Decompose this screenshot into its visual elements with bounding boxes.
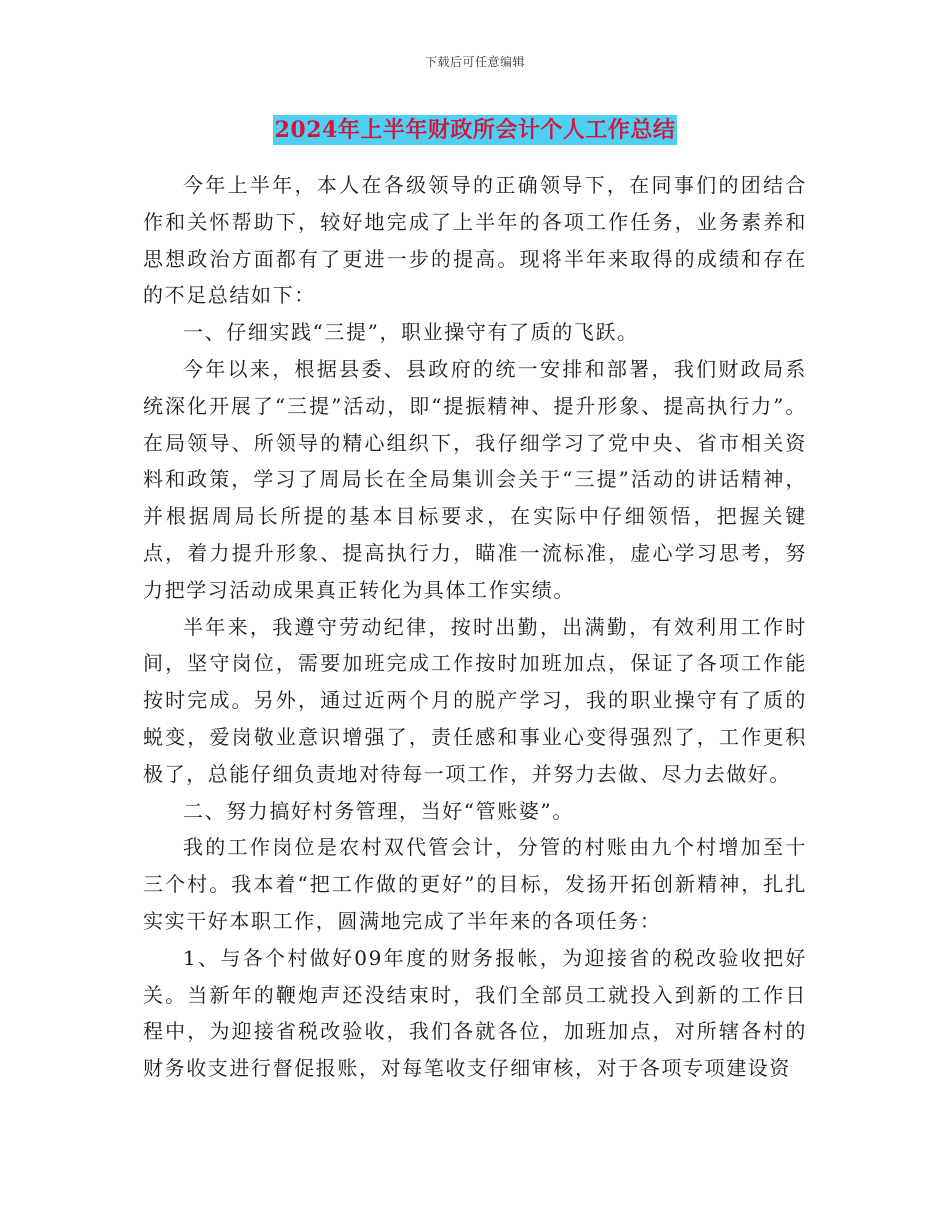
paragraph-section-2-a: 我的工作岗位是农村双代管会计，分管的村账由九个村增加至十三个村。我本着“把工作做的更好”的目标，发扬开拓创新精神，扎扎实实干好本职工作，圆满地完成了半年来的各项任务： <box>143 835 807 933</box>
document-title: 2024年上半年财政所会计个人工作总结 <box>274 117 676 143</box>
section-heading-2: 二、努力搞好村务管理，当好“管账婆”。 <box>183 798 574 823</box>
paragraph-intro: 今年上半年，本人在各级领导的正确领导下，在同事们的团结合作和关怀帮助下，较好地完成了上半年的各项工作任务，业务素养和思想政治方面都有了更进一步的提高。现将半年来取得的成绩和存在的不足总结如下： <box>143 173 807 308</box>
document-body <box>143 167 807 1087</box>
paragraph-section-1-a: 今年以来，根据县委、县政府的统一安排和部署，我们财政局系统深化开展了“三提”活动，即“提振精神、提升形象、提高执行力”。在局领导、所领导的精心组织下，我仔细学习了党中央、省市相关资料和政策，学习了周局长在全局集训会关于“三提”活动的讲话精神，并根据周局长所提的基本目标要求，在实际中仔细领悟，把握关键点，着力提升形象、提高执行力，瞄准一流标准，虚心学习思考，努力把学习活动成果真正转化为具体工作实绩。 <box>143 356 807 602</box>
paragraph-item-1: 1、与各个村做好09年度的财务报帐，为迎接省的税改验收把好关。当新年的鞭炮声还没结束时，我们全部员工就投入到新的工作日程中，为迎接省税改验收，我们各就各位，加班加点，对所辖各村的财务收支进行督促报账，对每笔收支仔细审核，对于各项专项建设资 <box>143 945 807 1081</box>
section-heading-1: 一、仔细实践“三提”，职业操守有了质的飞跃。 <box>183 320 639 345</box>
paragraph-section-1-b: 半年来，我遵守劳动纪律，按时出勤，出满勤，有效利用工作时间，坚守岗位，需要加班完成工作按时加班加点，保证了各项工作能按时完成。另外，通过近两个月的脱产学习，我的职业操守有了质的蜕变，爱岗敬业意识增强了，责任感和事业心变得强烈了，工作更积极了，总能仔细负责地对待每一项工作，并努力去做、尽力去做好。 <box>143 614 807 786</box>
header-note: 下载后可任意编辑 <box>424 55 525 69</box>
title-container <box>0 115 950 145</box>
